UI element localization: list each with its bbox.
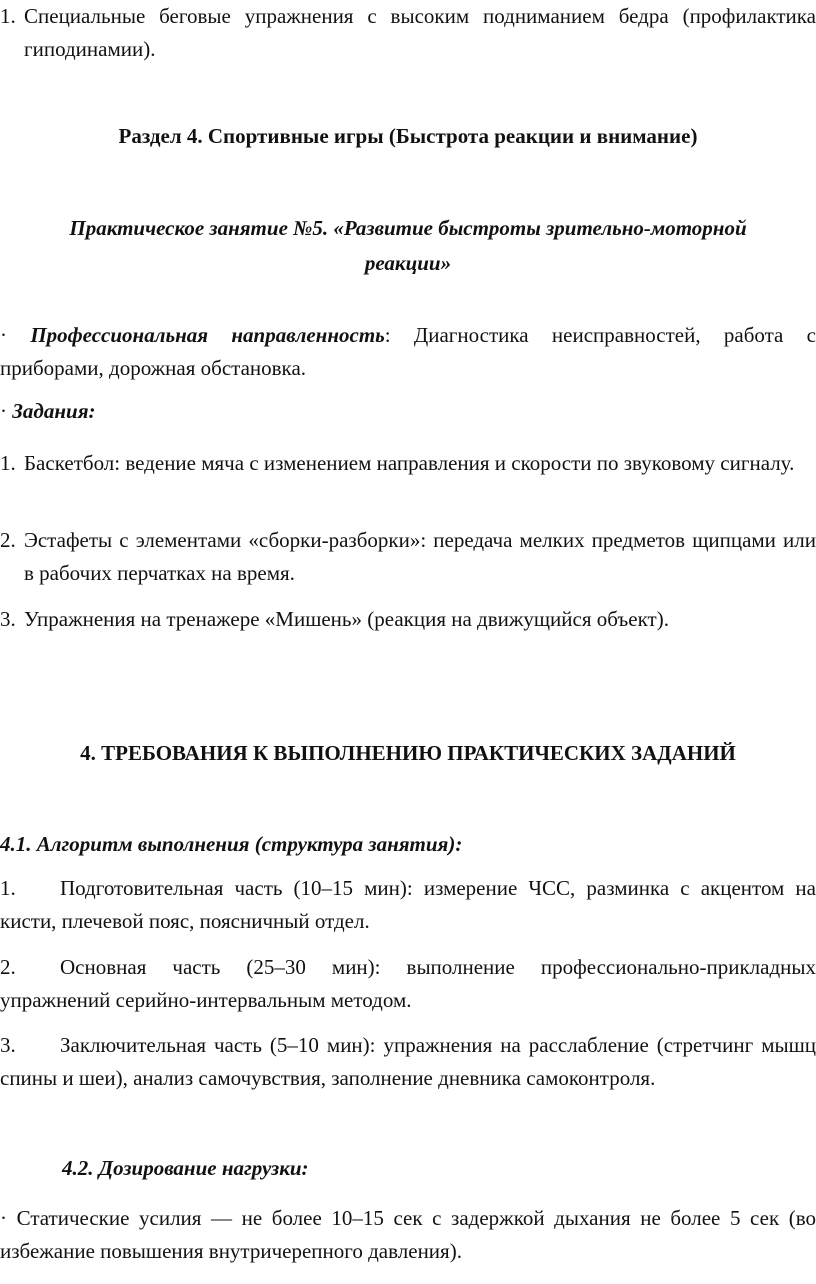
list-text: Специальные беговые упражнения с высоким подниманием бедра (профилактика гиподинамии). [24, 4, 816, 61]
practice-title-line2: реакции» [364, 251, 452, 275]
algorithm-number: 1. [0, 876, 16, 900]
algorithm-text: Подготовительная часть (10–15 мин): измерение ЧСС, разминка с акцентом на кисти, плечевой пояс, поясничный отдел. [0, 876, 816, 933]
list-item [0, 0, 816, 66]
task-item [0, 603, 816, 636]
task-number: 2. [0, 528, 16, 552]
algorithm-item [0, 1029, 816, 1095]
dosage-heading [0, 1152, 816, 1185]
algorithm-text: Основная часть (25–30 мин): выполнение профессионально-прикладных упражнений серийно-интервальным методом. [0, 955, 816, 1012]
task-item [0, 524, 816, 590]
tasks-label: Задания: [12, 399, 96, 423]
task-number: 1. [0, 451, 16, 475]
dosage-text: Статические усилия — не более 10–15 сек с задержкой дыхания не более 5 сек (во избежание повышения внутричерепного давления). [0, 1206, 816, 1263]
task-text: Эстафеты с элементами «сборки-разборки»: передача мелких предметов щипцами или в рабочих перчатках на время. [24, 528, 816, 585]
orientation-label: Профессиональная направленность [30, 323, 385, 347]
practice-title-line1: Практическое занятие №5. «Развитие быстроты зрительно-моторной [69, 216, 747, 240]
algorithm-number: 2. [0, 955, 16, 979]
algorithm-item [0, 951, 816, 1017]
list-number: 1. [0, 4, 16, 28]
bullet: · [0, 1206, 7, 1230]
task-item [0, 447, 816, 480]
task-number: 3. [0, 607, 16, 631]
algorithm-item [0, 872, 816, 938]
dosage-paragraph [0, 1202, 816, 1268]
orientation-text: : Диагностика неисправностей, работа с приборами, дорожная обстановка. [0, 323, 816, 380]
orientation-paragraph: · Профессиональная направленность: Диагностика неисправностей, работа с приборами, дорожная обстановка. [0, 323, 816, 380]
section-heading: Раздел 4. Спортивные игры (Быстрота реакции и внимание) [118, 124, 698, 148]
algorithm-text: Заключительная часть (5–10 мин): упражнения на расслабление (стретчинг мышц спины и шеи), анализ самочувствия, заполнение дневника самоконтроля. [0, 1033, 816, 1090]
task-text: Баскетбол: ведение мяча с изменением направления и скорости по звуковому сигналу. [24, 451, 795, 475]
tasks-heading: · Задания: [0, 399, 96, 423]
algorithm-number: 3. [0, 1033, 16, 1057]
algorithm-heading: 4.1. Алгоритм выполнения (структура занятия): [0, 832, 463, 856]
requirements-heading: 4. ТРЕБОВАНИЯ К ВЫПОЛНЕНИЮ ПРАКТИЧЕСКИХ ЗАДАНИЙ [80, 741, 736, 765]
dosage-title: 4.2. Дозирование нагрузки: [62, 1156, 309, 1180]
task-text: Упражнения на тренажере «Мишень» (реакция на движущийся объект). [24, 607, 669, 631]
